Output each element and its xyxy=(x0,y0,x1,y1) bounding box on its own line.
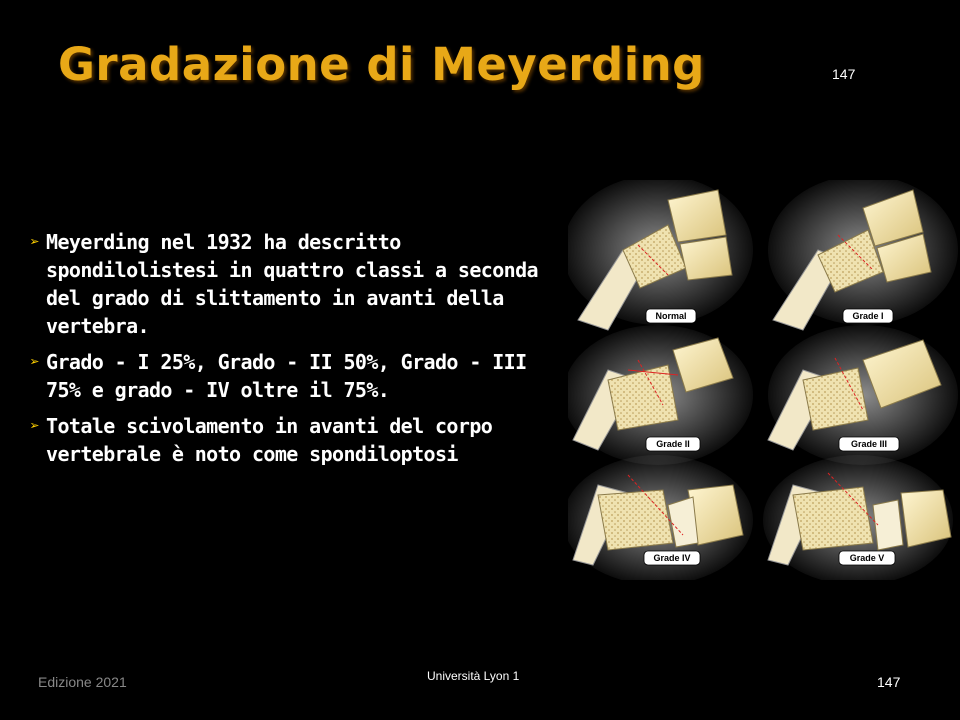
bullet-item xyxy=(30,348,570,404)
panel-grade-iii xyxy=(768,325,958,465)
footer-university: Università Lyon 1 xyxy=(427,669,520,683)
arrow-bullet-icon: ➢ xyxy=(30,416,40,435)
panel-grade-ii xyxy=(568,325,753,465)
footer-edition: Edizione 2021 xyxy=(38,674,127,690)
panel-label: Grade I xyxy=(852,311,884,321)
panel-label: Grade IV xyxy=(653,553,691,563)
arrow-bullet-icon: ➢ xyxy=(30,352,40,371)
panel-label: Grade III xyxy=(850,439,888,449)
slide-title: Gradazione di Meyerding xyxy=(58,38,705,91)
bullet-text: Meyerding nel 1932 ha descritto spondilolistesi in quattro classi a seconda del grado di slittamento in avanti della vertebra. xyxy=(46,230,538,338)
panel-grade-v xyxy=(763,455,953,580)
bullet-item xyxy=(30,228,570,340)
panel-label: Grade II xyxy=(656,439,690,449)
bullet-list xyxy=(30,228,570,476)
panel-label: Normal xyxy=(655,311,687,321)
footer-page-number: 147 xyxy=(877,674,901,690)
panel-grade-iv xyxy=(568,455,753,580)
panel-label: Grade V xyxy=(849,553,885,563)
bullet-text: Totale scivolamento in avanti del corpo vertebrale è noto come spondiloptosi xyxy=(46,414,493,466)
bullet-text: Grado - I 25%, Grado - II 50%, Grado - III 75% e grado - IV oltre il 75%. xyxy=(46,350,527,402)
arrow-bullet-icon: ➢ xyxy=(30,232,40,251)
bullet-item xyxy=(30,412,570,468)
slide-number-top: 147 xyxy=(832,66,856,82)
panel-grade-i xyxy=(768,180,958,330)
panel-normal xyxy=(568,180,753,330)
meyerding-grades-figure xyxy=(568,180,958,580)
